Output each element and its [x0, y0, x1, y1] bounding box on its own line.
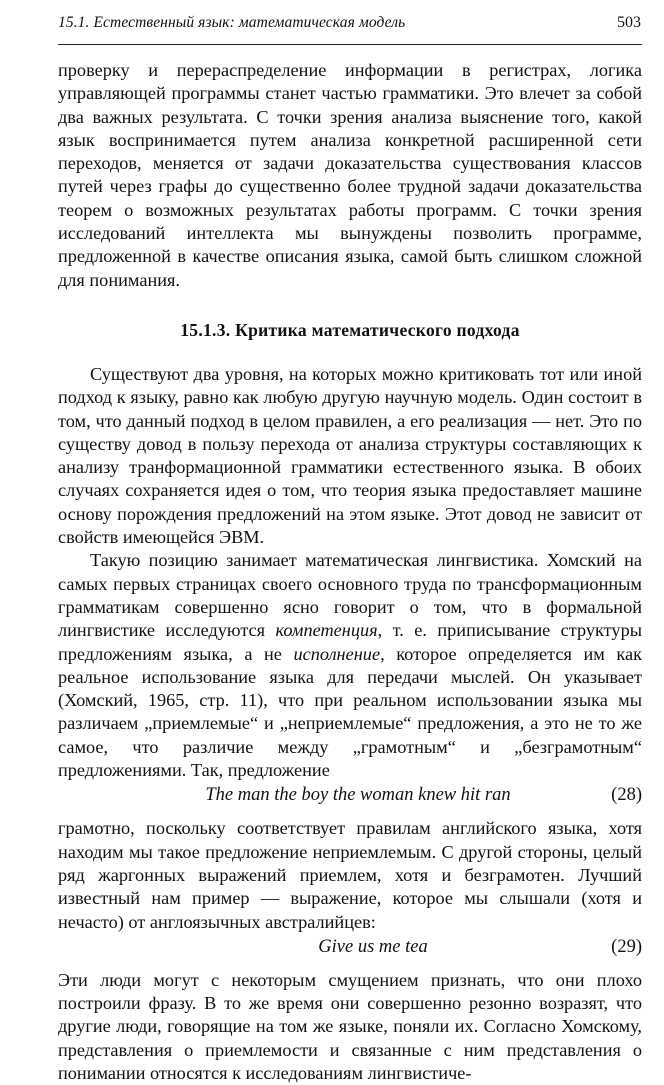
running-head	[58, 14, 642, 45]
example-sentence: Give us me tea	[318, 936, 428, 957]
paragraph-text: , которое определяется им как реальное использование языка для передачи мыслей. Он указывает (Хомский, 1965, стр. 11), что при реальном использовании языка мы различаем „приемлемые“ и „неприемлемые“ предложения, а это не то же самое, что различие между „грамотным“ и „безграмотным“ предложениями. Так, предложение	[58, 643, 642, 781]
example-sentence: The man the boy the woman knew hit ran	[205, 785, 511, 806]
paragraph-text: Такую позицию занимает математическая лингвистика. Хомский на самых первых страницах своего основного труда по трансформационным грамматикам совершенно ясно говорит о том, что в формальной лингвистике исследуются	[58, 550, 642, 641]
running-head-title: 15.1. Естественный язык: математическая модель	[58, 14, 406, 31]
term-performance: исполнение	[293, 643, 381, 664]
example-number: (28)	[611, 785, 642, 806]
intro-paragraph: проверку и перераспределение информации в регистрах, логика управляющей программы станет частью грамматики. Это влечет за собой два важных результата. С точки зрения анализа выяснение того, какой язык воспринимается путем анализа конкретной расширенной сети переходов, меняется от задачи доказательства существования классов путей через графы до существенно более трудной задачи доказательства теорем о возможных результатах работы программ. С точки зрения исследований интеллекта мы вынуждены позволить программе, предложенной в качестве описания языка, самой быть слишком сложной для понимания.	[58, 60, 642, 290]
example-number: (29)	[611, 936, 642, 957]
paragraph-levels-of-criticism: Существуют два уровня, на которых можно критиковать тот или иной подход к языку, равно как любую другую научную модель. Один состоит в том, что данный подход в целом правилен, а его реализация — нет. Это по существу довод в пользу перехода от анализа структуры составляющих к анализу транформационной грамматики естественного языка. В обоих случаях сохраняется идея о том, что теория языка предоставляет машине основу порождения предложений на этом языке. Этот довод не зависит от свойств имеющейся ЭВМ.	[58, 363, 642, 548]
book-page	[58, 14, 642, 1085]
page-number: 503	[617, 14, 641, 31]
paragraph-acceptability: Эти люди могут с некоторым смущением признать, что они плохо построили фразу. В то же время они совершенно резонно возразят, что другие люди, говорящие на том же языке, поняли их. Согласно Хомскому, представления о приемлемости и связанные с ним представления о понимании относятся к исследованиям лингвистиче-	[58, 969, 642, 1083]
term-competence: компетенция	[275, 620, 378, 641]
example-29	[58, 937, 642, 963]
paragraph-text: , т. е. приписывание структуры предложениям языка, а не	[58, 620, 642, 664]
paragraph-grammatical-unacceptable: грамотно, поскольку соответствует правилам английского языка, хотя находим мы такое предложение неприемлемым. С другой стороны, целый ряд жаргонных выражений приемлем, хотя и безграмотен. Лучший известный нам пример — выражение, которое мы слышали (хотя и нечасто) от англоязычных австралийцев:	[58, 818, 642, 932]
paragraph-chomsky-position	[58, 549, 642, 782]
section-heading: 15.1.3. Критика математического подхода	[180, 319, 520, 340]
example-28	[58, 785, 642, 811]
